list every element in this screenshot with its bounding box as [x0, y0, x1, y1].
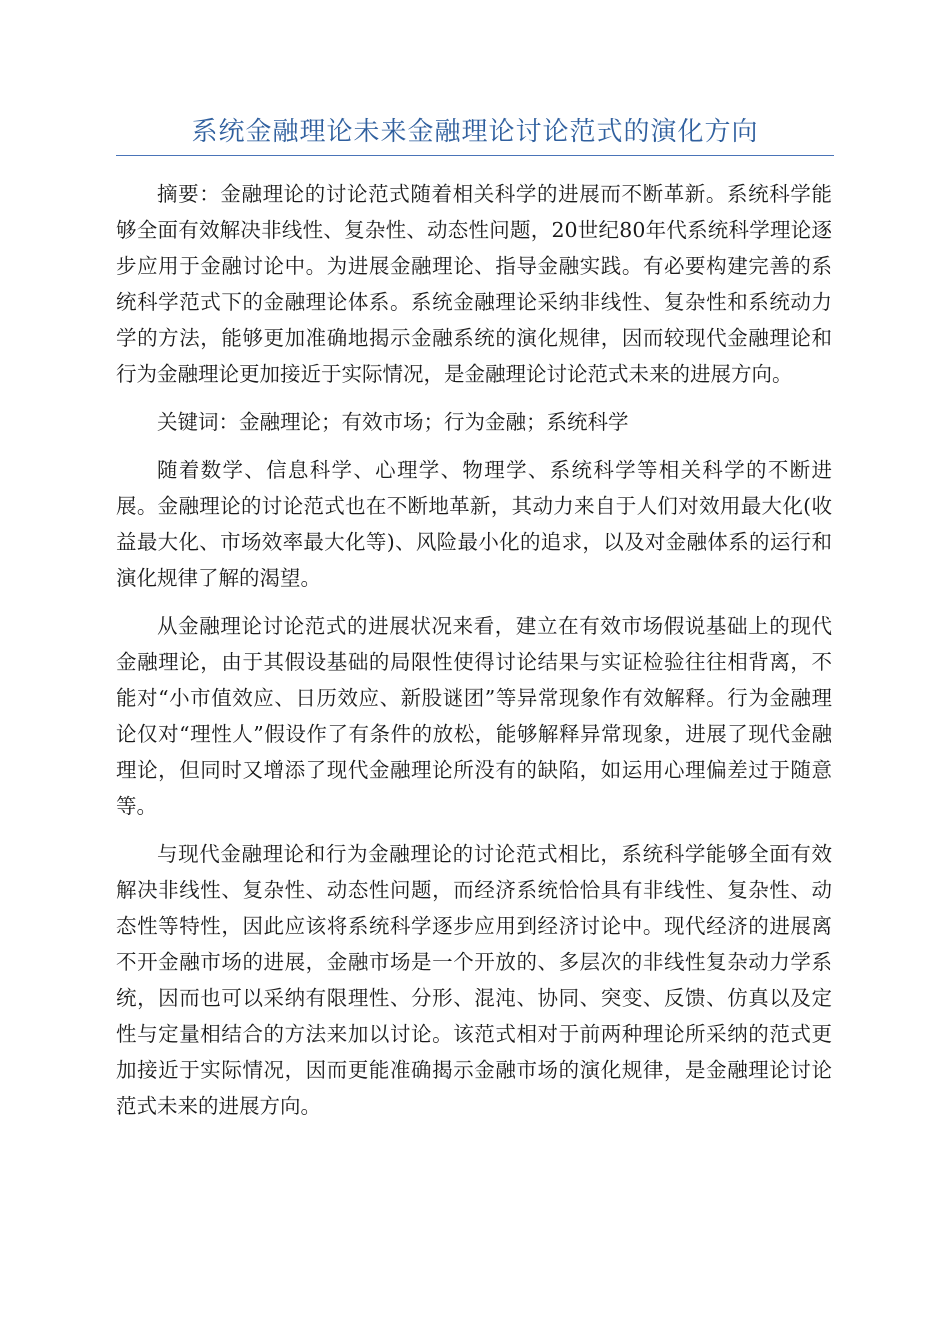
- keywords-paragraph: 关键词：金融理论；有效市场；行为金融；系统科学: [157, 410, 629, 434]
- title-underline: [116, 155, 834, 156]
- document-body: [116, 176, 832, 1136]
- body-paragraph: 从金融理论讨论范式的进展状况来看，建立在有效市场假说基础上的现代金融理论，由于其假设基础的局限性使得讨论结果与实证检验往往相背离，不能对“小市值效应、日历效应、新股谜团”等异常现象作有效解释。行为金融理论仅对“理性人”假设作了有条件的放松，能够解释异常现象，进展了现代金融理论，但同时又增添了现代金融理论所没有的缺陷，如运用心理偏差过于随意等。: [116, 614, 832, 818]
- body-paragraph: 随着数学、信息科学、心理学、物理学、系统科学等相关科学的不断进展。金融理论的讨论范式也在不断地革新，其动力来自于人们对效用最大化(收益最大化、市场效率最大化等)、风险最小化的追求，以及对金融体系的运行和演化规律了解的渴望。: [116, 458, 832, 590]
- abstract-paragraph: 摘要：金融理论的讨论范式随着相关科学的进展而不断革新。系统科学能够全面有效解决非线性、复杂性、动态性问题，20世纪80年代系统科学理论逐步应用于金融讨论中。为进展金融理论、指导金融实践。有必要构建完善的系统科学范式下的金融理论体系。系统金融理论采纳非线性、复杂性和系统动力学的方法，能够更加准确地揭示金融系统的演化规律，因而较现代金融理论和行为金融理论更加接近于实际情况，是金融理论讨论范式未来的进展方向。: [116, 182, 832, 386]
- document-title: 系统金融理论未来金融理论讨论范式的演化方向: [191, 117, 759, 147]
- body-paragraph: 与现代金融理论和行为金融理论的讨论范式相比，系统科学能够全面有效解决非线性、复杂性、动态性问题，而经济系统恰恰具有非线性、复杂性、动态性等特性，因此应该将系统科学逐步应用到经济讨论中。现代经济的进展离不开金融市场的进展，金融市场是一个开放的、多层次的非线性复杂动力学系统，因而也可以采纳有限理性、分形、混沌、协同、突变、反馈、仿真以及定性与定量相结合的方法来加以讨论。该范式相对于前两种理论所采纳的范式更加接近于实际情况，因而更能准确揭示金融市场的演化规律，是金融理论讨论范式未来的进展方向。: [116, 842, 832, 1118]
